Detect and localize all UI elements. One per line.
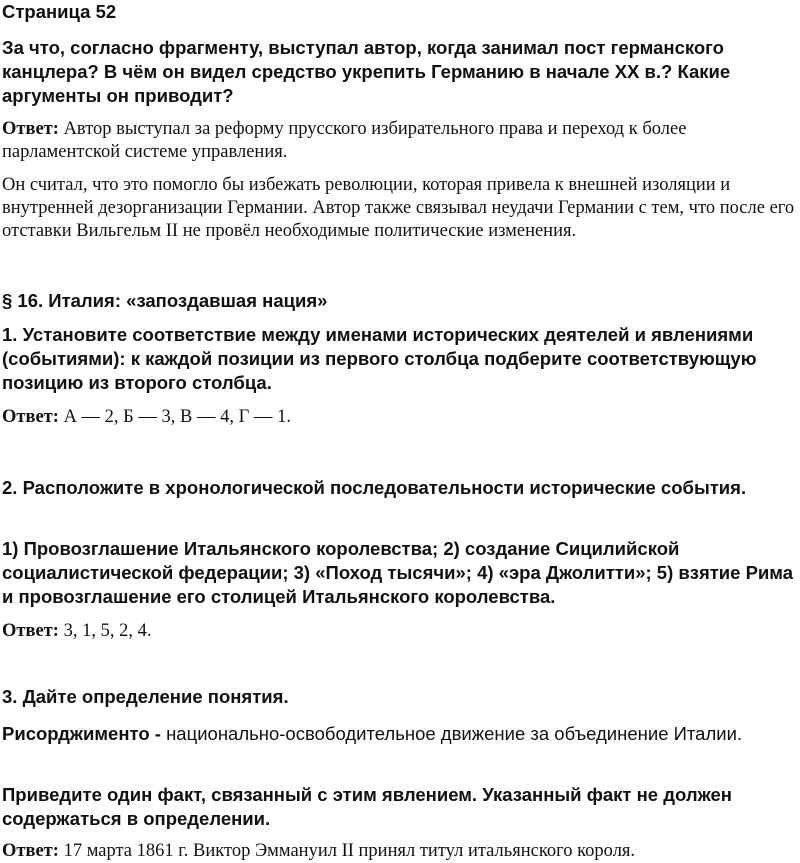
answer-label: Ответ:	[2, 119, 59, 139]
answer-label: Ответ:	[2, 841, 59, 861]
question-2: 2. Расположите в хронологической последовательности исторические события.	[2, 477, 747, 498]
section-title: § 16. Италия: «запоздавшая нация»	[2, 290, 328, 311]
question-3-fact: Приведите один факт, связанный с этим явлением. Указанный факт не должен содержаться в определении.	[2, 784, 732, 829]
answer-2	[2, 620, 796, 643]
intro-answer	[2, 118, 796, 164]
answer-text: Автор выступал за реформу прусского избирательного права и переход к более парламентской системе управления.	[2, 119, 687, 162]
answer-3	[2, 840, 796, 863]
answer-text: 17 марта 1861 г. Виктор Эммануил II принял титул итальянского короля.	[63, 841, 636, 861]
question-1: 1. Установите соответствие между именами исторических деятелей и явлениями (событиями): к каждой позиции из первого столбца подберите соответствующую позицию из второго столбца.	[2, 324, 757, 393]
question-3: 3. Дайте определение понятия.	[2, 686, 289, 707]
definition-term: Рисорджименто -	[2, 723, 161, 744]
answer-label: Ответ:	[2, 407, 59, 427]
page-title: Страница 52	[2, 1, 117, 22]
answer-text: А — 2, Б — 3, В — 4, Г — 1.	[63, 407, 291, 427]
answer-text: 3, 1, 5, 2, 4.	[63, 621, 152, 641]
answer-1	[2, 406, 796, 429]
definition	[2, 722, 796, 746]
intro-answer-paragraph-2: Он считал, что это помогло бы избежать революции, которая привела к внешней изоляции и внутренней дезорганизации Германии. Автор также связывал неудачи Германии с тем, что после его отставки Вильгельм II не провёл необходимые политические изменения.	[2, 175, 795, 241]
answer-label: Ответ:	[2, 621, 59, 641]
question-2-events: 1) Провозглашение Итальянского королевства; 2) создание Сицилийской социалистической федерации; 3) «Поход тысячи»; 4) «эра Джолитти»; 5) взятие Рима и провозглашение его столицей Итальянского королевства.	[2, 538, 794, 607]
intro-question: За что, согласно фрагменту, выступал автор, когда занимал пост германского канцлера? В чём он видел средство укрепить Германию в начале XX в.? Какие аргументы он приводит?	[2, 37, 731, 106]
definition-text: национально-освободительное движение за объединение Италии.	[166, 723, 743, 744]
